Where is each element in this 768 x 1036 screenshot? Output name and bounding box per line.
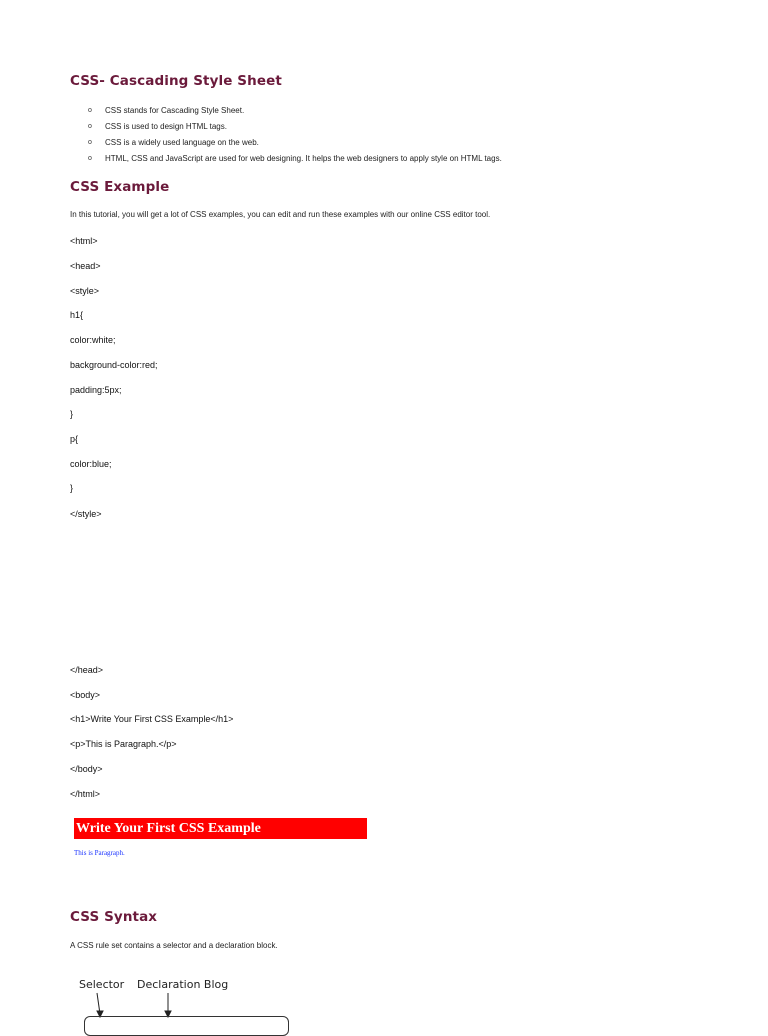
bullet-icon: o (88, 155, 92, 162)
code-line: <body> (70, 690, 101, 700)
code-line: <head> (70, 261, 101, 271)
demo-paragraph-output: This is Paragraph. (74, 849, 125, 857)
code-line: h1{ (70, 310, 84, 320)
list-item: o CSS is used to design HTML tags. (70, 119, 670, 135)
code-line: } (70, 409, 74, 419)
code-line: padding:5px; (70, 385, 122, 395)
syntax-intro: A CSS rule set contains a selector and a declaration block. (70, 941, 278, 950)
list-item: o CSS is a widely used language on the web. (70, 135, 670, 151)
intro-paragraph: In this tutorial, you will get a lot of CSS examples, you can edit and run these examples with our online CSS editor tool. (70, 210, 491, 219)
code-line: </head> (70, 665, 104, 675)
demo-heading-output: Write Your First CSS Example (74, 818, 367, 839)
declaration-label: Declaration Blog (137, 978, 229, 991)
code-line: <p>This is Paragraph.</p> (70, 739, 177, 749)
list-item: o HTML, CSS and JavaScript are used for web designing. It helps the web designers to apply style on HTML tags. (70, 151, 670, 167)
code-line: <html> (70, 236, 98, 246)
code-line: color:white; (70, 335, 116, 345)
bullet-icon: o (88, 123, 92, 130)
section-title-css-syntax: CSS Syntax (70, 909, 158, 925)
code-line: background-color:red; (70, 360, 158, 370)
section-title-css-example: CSS Example (70, 179, 170, 195)
section-title-css: CSS- Cascading Style Sheet (70, 73, 282, 89)
code-line: <h1>Write Your First CSS Example</h1> (70, 714, 234, 724)
bullet-icon: o (88, 107, 92, 114)
code-line: </style> (70, 509, 102, 519)
code-line: color:blue; (70, 459, 112, 469)
code-line: </body> (70, 764, 103, 774)
code-line: p{ (70, 434, 79, 444)
list-item: o CSS stands for Cascading Style Sheet. (70, 103, 670, 119)
bullet-icon: o (88, 139, 92, 146)
selector-label: Selector (79, 978, 125, 991)
code-line: </html> (70, 789, 101, 799)
code-line: } (70, 483, 74, 493)
rule-set-box (84, 1016, 289, 1036)
code-line: <style> (70, 286, 100, 296)
